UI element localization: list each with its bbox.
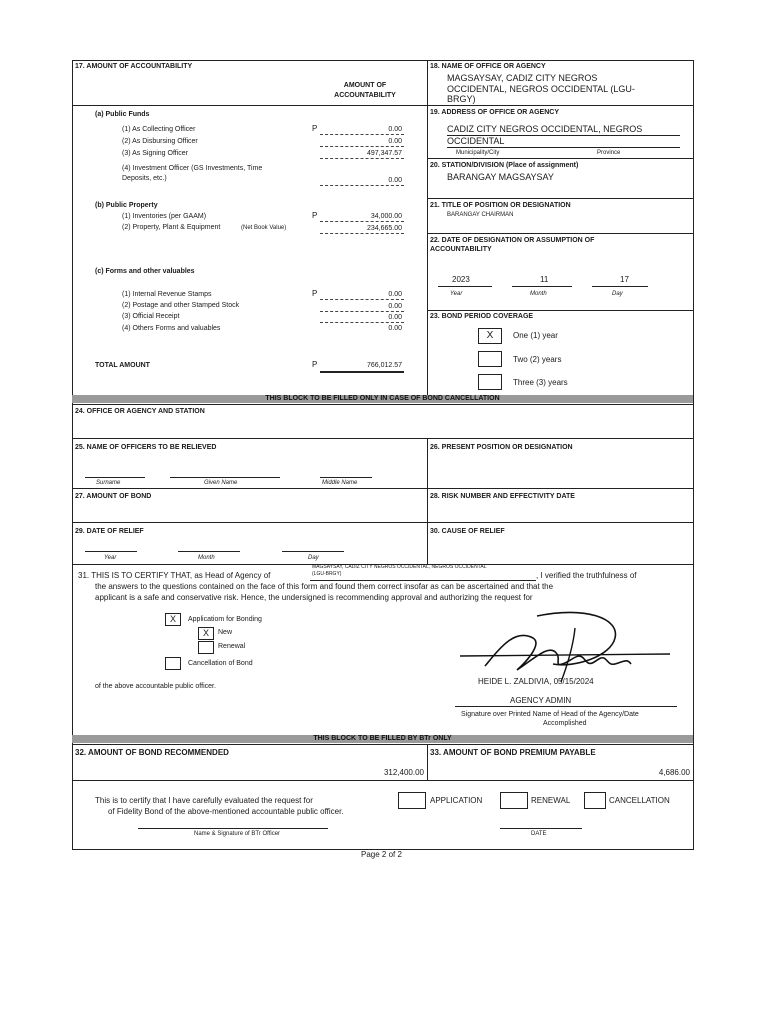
date-underline [592, 286, 648, 287]
public-funds-label: (a) Public Funds [95, 111, 150, 118]
renewal-checkbox[interactable] [198, 641, 214, 654]
municipality-caption: Municipality/City [456, 150, 500, 156]
total-label: TOTAL AMOUNT [95, 362, 150, 369]
value-line [320, 221, 404, 222]
check-mark: X [202, 628, 209, 638]
investment-label: (4) Investment Officer (GS Investments, Time [122, 165, 263, 172]
value-line [320, 158, 404, 159]
designation-year: 2023 [452, 275, 470, 284]
cancellation-band-label: THIS BLOCK TO BE FILLED ONLY IN CASE OF BOND CANCELLATION [265, 395, 500, 402]
address-line-2: OCCIDENTAL [447, 136, 505, 146]
cancellation-label: Cancellation of Bond [188, 660, 253, 667]
divider [427, 198, 693, 199]
signer-position: AGENCY ADMIN [510, 696, 572, 705]
month-caption: Month [198, 555, 215, 561]
application-bonding-label: Applicatiom for Bonding [188, 616, 262, 623]
name-underline [320, 477, 372, 478]
inventories-label: (1) Inventories (per GAAM) [122, 213, 207, 220]
ppe-note: (Net Book Value) [241, 225, 287, 231]
divider [72, 404, 693, 405]
section-29-title: 29. DATE OF RELIEF [75, 528, 144, 535]
peso-sign: P [312, 360, 318, 369]
section-22-title: 22. DATE OF DESIGNATION OR ASSUMPTION OF [430, 237, 595, 244]
btr-signature-caption: Name & Signature of BTr Officer [194, 831, 281, 837]
value-line [320, 299, 404, 300]
station-value: BARANGAY MAGSAYSAY [447, 172, 554, 182]
year-caption: Year [450, 291, 463, 297]
renewal-label: Renewal [218, 643, 246, 650]
btr-cancellation-label: CANCELLATION [609, 796, 670, 805]
office-name-line-3: BRGY) [447, 94, 476, 104]
signature-caption-2: Accomplished [543, 720, 587, 727]
btr-application-checkbox[interactable] [398, 792, 426, 809]
premium-payable-value: 4,686.00 [658, 768, 690, 777]
btr-signature-line [138, 828, 328, 829]
three-year-checkbox[interactable] [478, 374, 502, 390]
agency-name-small-2: (LGU-BRGY) [312, 571, 342, 577]
signature-line [455, 706, 677, 707]
agency-underline [310, 580, 536, 581]
signing-value: 497,347.57 [366, 150, 402, 157]
peso-sign: P [312, 211, 318, 220]
btr-date-caption: DATE [531, 831, 547, 837]
ppe-label: (2) Property, Plant & Equipment [122, 224, 221, 231]
divider [427, 310, 693, 311]
date-underline [85, 551, 137, 552]
total-underline [320, 371, 404, 373]
others-value: 0.00 [388, 325, 402, 332]
cancellation-band [72, 395, 693, 403]
section-30-title: 30. CAUSE OF RELIEF [430, 528, 505, 535]
btr-renewal-label: RENEWAL [531, 796, 571, 805]
value-line [320, 146, 404, 147]
public-property-label: (b) Public Property [95, 202, 158, 209]
divider [427, 105, 693, 106]
signer-name: HEIDE L. ZALDIVIA, 05/15/2024 [478, 677, 594, 686]
value-line [320, 233, 404, 234]
divider [427, 158, 693, 159]
signing-label: (3) As Signing Officer [122, 150, 189, 157]
section-27-title: 27. AMOUNT OF BOND [75, 493, 152, 500]
section-23-title: 23. BOND PERIOD COVERAGE [430, 313, 534, 320]
disbursing-value: 0.00 [388, 138, 402, 145]
section-22-title-2: ACCOUNTABILITY [430, 246, 492, 253]
collecting-label: (1) As Collecting Officer [122, 126, 196, 133]
new-checkbox[interactable] [198, 627, 214, 640]
name-underline [85, 477, 145, 478]
agency-name-small: MAGSAYSAY, CADIZ CITY NEGROS OCCIDENTAL, NEGROS OCCIDENTAL [312, 564, 487, 570]
irs-label: (1) Internal Revenue Stamps [122, 291, 212, 298]
section-17-title: 17. AMOUNT OF ACCOUNTABILITY [75, 63, 193, 70]
disbursing-label: (2) As Disbursing Officer [122, 138, 198, 145]
receipt-label: (3) Official Receipt [122, 313, 180, 320]
bond-recommended-value: 312,400.00 [383, 768, 424, 777]
given-name-caption: Given Name [204, 480, 238, 486]
province-caption: Province [597, 150, 621, 156]
certify-text-2: the answers to the questions contained on the face of this form and found them correct insofar as can be ascertained and that the [95, 582, 554, 591]
middle-name-caption: Middle Name [322, 480, 358, 486]
postage-value: 0.00 [388, 303, 402, 310]
irs-value: 0.00 [388, 291, 402, 298]
btr-renewal-checkbox[interactable] [500, 792, 528, 809]
office-name-line-1: MAGSAYSAY, CADIZ CITY NEGROS [447, 73, 598, 83]
divider [427, 60, 428, 395]
date-underline [438, 286, 492, 287]
application-bonding-checkbox[interactable] [165, 613, 181, 626]
date-underline [282, 551, 344, 552]
divider [427, 744, 428, 780]
check-mark: X [169, 614, 176, 624]
address-underline [447, 147, 680, 148]
others-label: (4) Others Forms and valuables [122, 325, 221, 332]
three-year-label: Three (3) years [513, 378, 568, 387]
two-year-label: Two (2) years [513, 355, 562, 364]
position-value: BARANGAY CHAIRMAN [447, 212, 514, 218]
section-28-title: 28. RISK NUMBER AND EFFECTIVITY DATE [430, 493, 575, 500]
btr-application-label: APPLICATION [430, 796, 483, 805]
page-number: Page 2 of 2 [361, 850, 402, 859]
date-underline [178, 551, 240, 552]
section-26-title: 26. PRESENT POSITION OR DESIGNATION [430, 444, 573, 451]
above-officer-text: of the above accountable public officer. [95, 683, 216, 690]
one-year-label: One (1) year [513, 331, 558, 340]
amount-header: AMOUNT OF ACCOUNTABILITY [334, 82, 396, 99]
section-19-title: 19. ADDRESS OF OFFICE OR AGENCY [430, 109, 559, 116]
divider [72, 744, 693, 745]
section-21-title: 21. TITLE OF POSITION OR DESIGNATION [430, 202, 571, 209]
btr-band [72, 735, 693, 743]
btr-band-label: THIS BLOCK TO BE FILLED BY BTr ONLY [313, 735, 452, 742]
value-line [320, 185, 404, 186]
value-line [320, 134, 404, 135]
section-24-title: 24. OFFICE OR AGENCY AND STATION [75, 408, 205, 415]
designation-day: 17 [620, 275, 629, 284]
date-underline [512, 286, 572, 287]
address-line-1: CADIZ CITY NEGROS OCCIDENTAL, NEGROS [447, 124, 643, 134]
office-name-line-2: OCCIDENTAL, NEGROS OCCIDENTAL (LGU- [447, 84, 635, 94]
divider [72, 438, 693, 439]
investment-label-2: Deposits, etc.) [122, 175, 167, 182]
day-caption: Day [308, 555, 319, 561]
forms-label: (c) Forms and other valuables [95, 268, 195, 275]
name-underline [170, 477, 280, 478]
peso-sign: P [312, 289, 318, 298]
postage-label: (2) Postage and other Stamped Stock [122, 302, 240, 309]
one-year-checkbox[interactable] [478, 328, 502, 344]
surname-caption: Surname [96, 480, 121, 486]
certify-text-1b: , I verified the truthfulness of [536, 571, 637, 580]
section-18-title: 18. NAME OF OFFICE OR AGENCY [430, 63, 546, 70]
peso-sign: P [312, 124, 318, 133]
receipt-value: 0.00 [388, 314, 402, 321]
divider [72, 780, 693, 781]
divider [427, 233, 693, 234]
ppe-value: 234,665.00 [366, 225, 402, 232]
certify-text-1a: 31. THIS IS TO CERTIFY THAT, as Head of Agency of [78, 571, 271, 580]
section-20-title: 20. STATION/DIVISION (Place of assignment) [430, 162, 579, 169]
inventories-value: 34,000.00 [370, 213, 402, 220]
investment-value: 0.00 [388, 177, 402, 184]
cancellation-checkbox[interactable] [165, 657, 181, 670]
collecting-value: 0.00 [388, 126, 402, 133]
value-line [320, 311, 404, 312]
certify-text-3: applicant is a safe and conservative risk. Hence, the undersigned is recommending approval and authorizing the request for [95, 593, 533, 602]
check-mark: X [486, 330, 494, 341]
section-33-title: 33. AMOUNT OF BOND PREMIUM PAYABLE [430, 748, 596, 757]
designation-month: 11 [540, 275, 549, 284]
divider [72, 105, 427, 106]
section-25-title: 25. NAME OF OFFICERS TO BE RELIEVED [75, 444, 217, 451]
divider [72, 488, 693, 489]
divider [72, 522, 693, 523]
new-label: New [218, 629, 233, 636]
btr-date-line [500, 828, 582, 829]
btr-cancellation-checkbox[interactable] [584, 792, 606, 809]
btr-certify-1: This is to certify that I have carefully evaluated the request for [95, 796, 313, 805]
year-caption: Year [104, 555, 117, 561]
section-32-title: 32. AMOUNT OF BOND RECOMMENDED [75, 748, 229, 757]
total-value: 766,012.57 [366, 362, 402, 369]
divider [427, 438, 428, 564]
day-caption: Day [612, 291, 623, 297]
two-year-checkbox[interactable] [478, 351, 502, 367]
signature-caption: Signature over Printed Name of Head of the Agency/Date [461, 711, 639, 718]
month-caption: Month [530, 291, 547, 297]
handwritten-signature [455, 608, 675, 688]
value-line [320, 322, 404, 323]
btr-certify-2: of Fidelity Bond of the above-mentioned accountable public officer. [108, 807, 344, 816]
